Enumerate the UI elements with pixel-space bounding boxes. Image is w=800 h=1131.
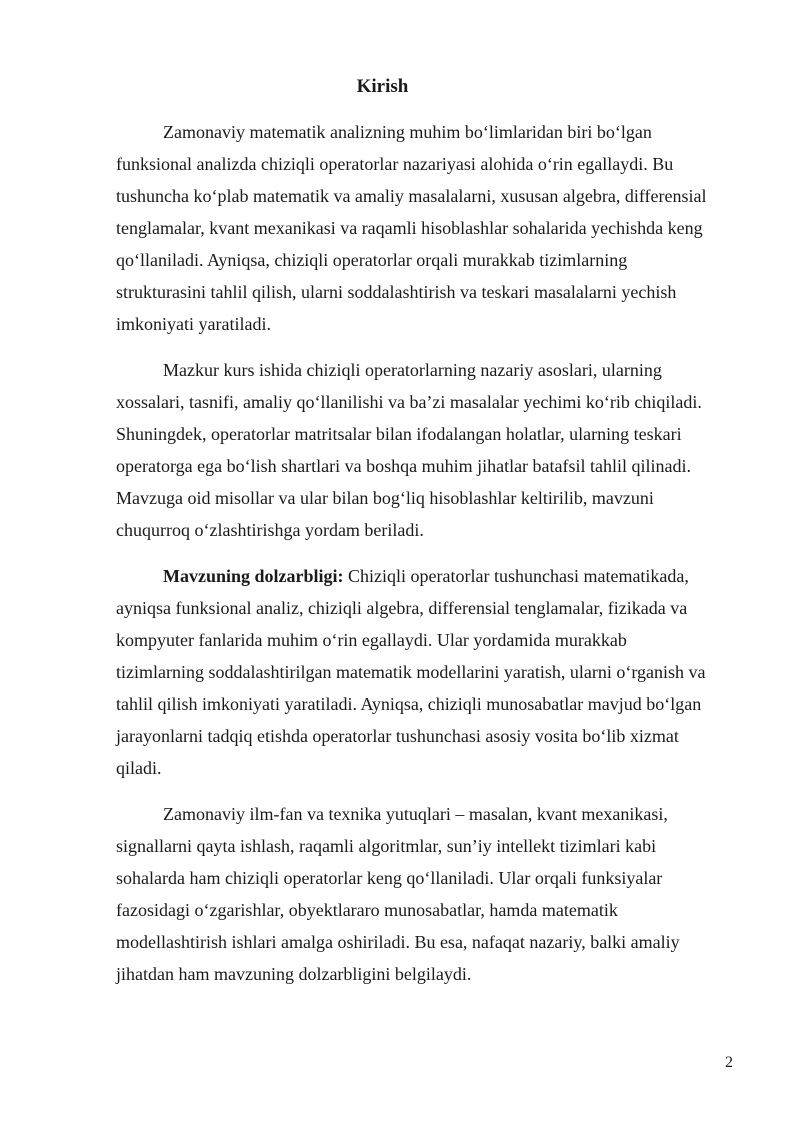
text-line: Shuningdek, operatorlar matritsalar bilan ifodalangan holatlar, ularning teskari — [116, 424, 682, 444]
text-line: tushuncha ko‘plab matematik va amaliy masalalarni, xususan algebra, differensial — [116, 186, 707, 206]
paragraph-relevance — [116, 560, 736, 784]
text-line: Mazkur kurs ishida chiziqli operatorlarning nazariy asoslari, ularning — [163, 360, 662, 380]
text-line: xossalari, tasnifi, amaliy qo‘llanilishi va ba’zi masalalar yechimi ko‘rib chiqiladi. — [116, 392, 702, 412]
text-line: chuqurroq o‘zlashtirishga yordam beriladi. — [116, 520, 424, 540]
text-line: imkoniyati yaratiladi. — [116, 314, 271, 334]
section-title: Kirish — [356, 76, 409, 97]
text-line: tizimlarning soddalashtirilgan matematik modellarini yaratish, ularni o‘rganish va — [116, 662, 706, 682]
text-line: Mavzuga oid misollar va ular bilan bog‘liq hisoblashlar keltirilib, mavzuni — [116, 488, 654, 508]
relevance-heading: Mavzuning dolzarbligi: — [163, 566, 344, 586]
text-line: tahlil qilish imkoniyati yaratiladi. Ayniqsa, chiziqli munosabatlar mavjud bo‘lgan — [116, 694, 702, 714]
text-line: fazosidagi o‘zgarishlar, obyektlararo munosabatlar, hamda matematik — [116, 900, 618, 920]
paragraph-course-work — [116, 354, 736, 546]
text-line: operatorga ega bo‘lish shartlari va boshqa muhim jihatlar batafsil tahlil qilinadi. — [116, 456, 692, 476]
paragraph-modern-science — [116, 798, 736, 990]
paragraph-intro — [116, 116, 736, 340]
text-line: kompyuter fanlarida muhim o‘rin egallaydi. Ular yordamida murakkab — [116, 630, 627, 650]
text-line: ayniqsa funksional analiz, chiziqli algebra, differensial tenglamalar, fizikada va — [116, 598, 688, 618]
text-line: Zamonaviy ilm-fan va texnika yutuqlari – masalan, kvant mexanikasi, — [163, 804, 668, 824]
text-line: tenglamalar, kvant mexanikasi va raqamli hisoblashlar sohalarida yechishda keng — [116, 218, 703, 238]
text-line: jarayonlarni tadqiq etishda operatorlar tushunchasi asosiy vosita bo‘lib xizmat — [116, 726, 679, 746]
text-line: qo‘llaniladi. Ayniqsa, chiziqli operatorlar orqali murakkab tizimlarning — [116, 250, 628, 270]
text-line: funksional analizda chiziqli operatorlar nazariyasi alohida o‘rin egallaydi. Bu — [116, 154, 674, 174]
body-text — [116, 116, 736, 1004]
page-number: 2 — [725, 1054, 733, 1071]
text-line: modellashtirish ishlari amalga oshiriladi. Bu esa, nafaqat nazariy, balki amaliy — [116, 932, 680, 952]
text-line: strukturasini tahlil qilish, ularni soddalashtirish va teskari masalalarni yechish — [116, 282, 677, 302]
text-line: jihatdan ham mavzuning dolzarbligini belgilaydi. — [116, 964, 472, 984]
text-line: signallarni qayta ishlash, raqamli algoritmlar, sun’iy intellekt tizimlari kabi — [116, 836, 657, 856]
text-line — [116, 560, 736, 592]
text-line: qiladi. — [116, 758, 162, 778]
text-fragment: Chiziqli operatorlar tushunchasi matematikada, — [343, 566, 689, 586]
text-line: Zamonaviy matematik analizning muhim bo‘limlaridan biri bo‘lgan — [163, 122, 652, 142]
text-line: sohalarda ham chiziqli operatorlar keng qo‘llaniladi. Ular orqali funksiyalar — [116, 868, 663, 888]
